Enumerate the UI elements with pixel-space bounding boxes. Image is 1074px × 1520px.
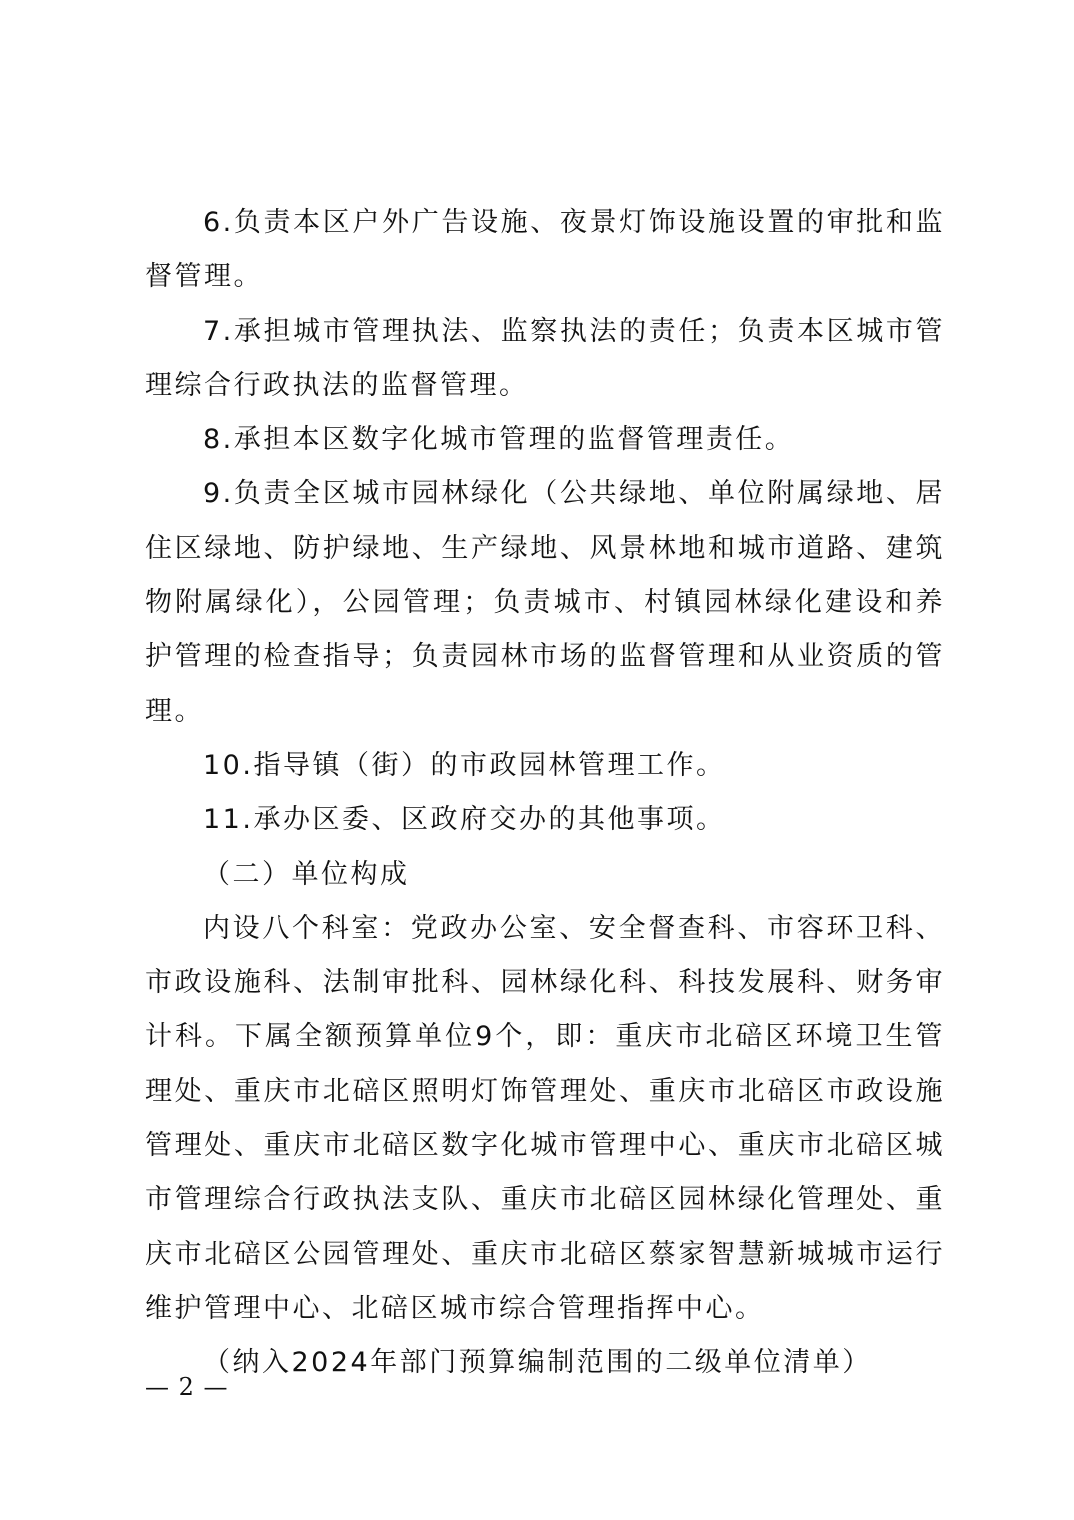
section-heading: （二）单位构成 [203,858,410,890]
paragraph-item-6: 6.负责本区户外广告设施、夜景灯饰设施设置的审批和监督管理。 [145,207,945,293]
paragraph-item-9: 9.负责全区城市园林绿化（公共绿地、单位附属绿地、居住区绿地、防护绿地、生产绿地、风景林地和城市道路、建筑物附属绿化），公园管理；负责城市、村镇园林绿化建设和养护管理的检查指导；负责园林市场的监督管理和从业资质的管理。 [145,478,945,727]
paragraph-unit-composition: 内设八个科室：党政办公室、安全督查科、市容环卫科、市政设施科、法制审批科、园林绿化科、科技发展科、财务审计科。下属全额预算单位9个，即：重庆市北碚区环境卫生管理处、重庆市北碚区照明灯饰管理处、重庆市北碚区市政设施管理处、重庆市北碚区数字化城市管理中心、重庆市北碚区城市管理综合行政执法支队、重庆市北碚区园林绿化管理处、重庆市北碚区公园管理处、重庆市北碚区蔡家智慧新城城市运行维护管理中心、北碚区城市综合管理指挥中心。 [145,912,945,1324]
paragraph-item-10: 10.指导镇（街）的市政园林管理工作。 [203,749,726,781]
page-number: — 2 — [145,1373,229,1401]
document-body [145,196,945,1391]
paragraph-item-11: 11.承办区委、区政府交办的其他事项。 [203,804,726,836]
paragraph-item-7: 7.承担城市管理执法、监察执法的责任；负责本区城市管理综合行政执法的监督管理。 [145,315,945,401]
paragraph-secondary-units-note: （纳入2024年部门预算编制范围的二级单位清单） [203,1347,872,1379]
paragraph-item-8: 8.承担本区数字化城市管理的监督管理责任。 [203,424,795,456]
